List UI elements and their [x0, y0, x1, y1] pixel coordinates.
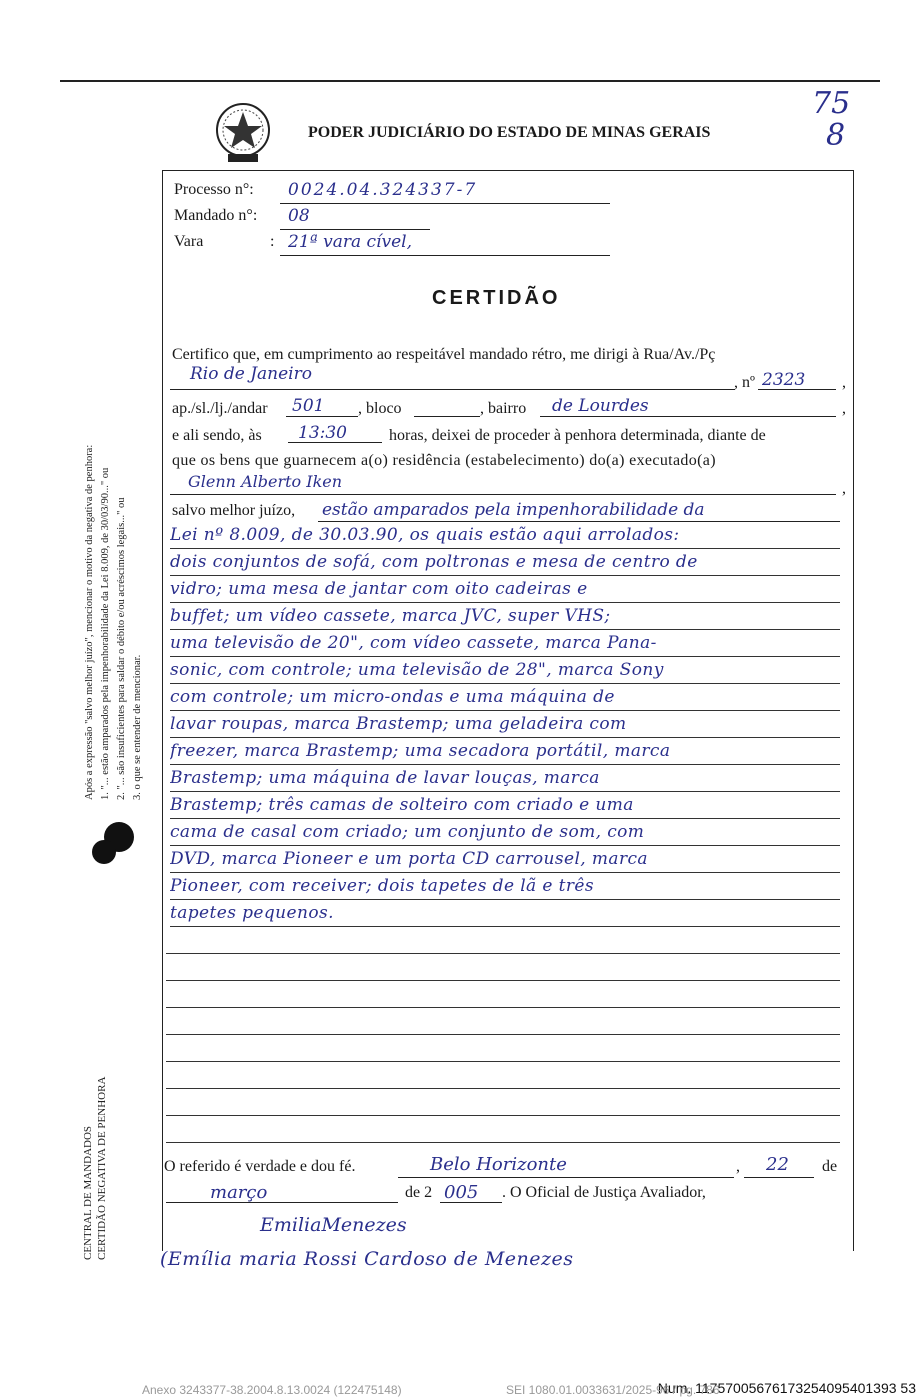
mandado-label: Mandado n°:: [174, 207, 258, 224]
officer-label: . O Oficial de Justiça Avaliador,: [502, 1184, 706, 1201]
side-note-line-2: 1. "... estão amparados pela impenhorabilidade da Lei 8.009, de 30/03/90..." ou: [100, 467, 111, 800]
vara-value: 21ª vara cível,: [288, 232, 412, 252]
side-note-line-3: 2. "... são insuficientes para saldar o débito e/ou acréscimos legais..." ou: [116, 497, 127, 800]
hand-line: uma televisão de 20", com vídeo cassete, marca Pana-: [170, 630, 840, 657]
bairro-line: [540, 416, 836, 417]
day-value: 22: [766, 1154, 789, 1175]
certifico-text: Certifico que, em cumprimento ao respeitável mandado rétro, me dirigi à Rua/Av./Pç: [172, 346, 716, 363]
salvo-continuation: estão amparados pela impenhorabilidade da: [322, 500, 705, 520]
executado-value: Glenn Alberto Iken: [188, 472, 343, 491]
empty-rule: [166, 1088, 840, 1089]
corner-mark-number: 75: [812, 86, 851, 121]
processo-label: Processo n°:: [174, 181, 254, 198]
residence-text: que os bens que guarnecem a(o) residência (estabelecimento) do(a) executado(a): [172, 452, 716, 469]
time-prefix: e ali sendo, às: [172, 427, 262, 444]
number-value: 2323: [762, 370, 806, 390]
hand-line: vidro; uma mesa de jantar com oito cadeiras e: [170, 576, 840, 603]
empty-rule: [166, 1115, 840, 1116]
vara-line: [280, 255, 610, 256]
hand-line: com controle; um micro-ondas e uma máquina de: [170, 684, 840, 711]
number-line: [758, 389, 836, 390]
mandado-value: 08: [288, 206, 310, 226]
ap-line: [286, 416, 358, 417]
hand-line: Pioneer, com receiver; dois tapetes de lã e três: [170, 873, 840, 900]
processo-value: 0024.04.324337-7: [288, 180, 478, 200]
bairro-label: , bairro: [480, 400, 527, 417]
street-line: [170, 389, 735, 390]
doc-title: CERTIDÃO: [432, 287, 561, 309]
side-footer-line-1: CENTRAL DE MANDADOS: [82, 1125, 94, 1260]
top-rule: [60, 80, 880, 82]
hand-line: lavar roupas, marca Brastemp; uma geladeira com: [170, 711, 840, 738]
bairro-value: de Lourdes: [552, 396, 649, 416]
ap-value: 501: [292, 396, 325, 416]
side-note-line-4: 3. o que se entender de mencionar.: [132, 654, 143, 800]
hand-line: DVD, marca Pioneer e um porta CD carrousel, marca: [170, 846, 840, 873]
empty-rule: [166, 953, 840, 954]
signature: EmiliaMenezes: [260, 1214, 407, 1236]
day-line: [744, 1177, 814, 1178]
bloco-label: , bloco: [358, 400, 402, 417]
ap-label: ap./sl./lj./andar: [172, 400, 268, 417]
coat-of-arms-icon: [212, 100, 274, 166]
number-label: , nº: [734, 374, 755, 391]
executado-line: [170, 494, 836, 495]
city-value: Belo Horizonte: [430, 1154, 567, 1175]
time-line: [288, 442, 382, 443]
month-value: março: [210, 1182, 268, 1203]
side-note-line-1: Após a expressão "salvo melhor juízo", mencionar o motivo da negativa de penhora:: [84, 444, 95, 800]
hand-line: cama de casal com criado; um conjunto de som, com: [170, 819, 840, 846]
bairro-comma: ,: [842, 400, 846, 417]
city-line: [398, 1177, 734, 1178]
hand-line: buffet; um vídeo cassete, marca JVC, super VHS;: [170, 603, 840, 630]
hand-line: sonic, com controle; uma televisão de 28", marca Sony: [170, 657, 840, 684]
vara-label: Vara: [174, 233, 204, 250]
processo-line: [280, 203, 610, 204]
punch-hole: [92, 840, 116, 864]
hand-line: dois conjuntos de sofá, com poltronas e mesa de centro de: [170, 549, 840, 576]
salvo-label: salvo melhor juízo,: [172, 502, 296, 519]
empty-rule: [166, 1061, 840, 1062]
year-line: [440, 1202, 502, 1203]
executado-comma: ,: [842, 480, 846, 497]
day-comma: ,: [736, 1158, 740, 1175]
month-line: [166, 1202, 398, 1203]
number-comma: ,: [842, 374, 846, 391]
corner-mark-initial: 8: [826, 118, 846, 153]
street-value: Rio de Janeiro: [190, 364, 312, 384]
bloco-line: [414, 416, 480, 417]
closing-text: O referido é verdade e dou fé.: [164, 1158, 356, 1175]
hand-line: Lei nº 8.009, de 30.03.90, os quais estão aqui arrolados:: [170, 522, 840, 549]
officer-name: (Emília maria Rossi Cardoso de Menezes: [160, 1248, 574, 1270]
hand-line: Brastemp; uma máquina de lavar louças, marca: [170, 765, 840, 792]
time-suffix: horas, deixei de proceder à penhora determinada, diante de: [389, 427, 766, 444]
anexo-footer: Anexo 3243377-38.2004.8.13.0024 (122475148): [142, 1383, 402, 1397]
year-value: 005: [444, 1182, 479, 1203]
mandado-line: [280, 229, 430, 230]
empty-rule: [166, 1034, 840, 1035]
hand-line: tapetes pequenos.: [170, 900, 840, 927]
de-year-prefix: de 2: [405, 1184, 433, 1201]
hand-line: Brastemp; três camas de solteiro com criado e uma: [170, 792, 840, 819]
vara-colon: :: [270, 233, 275, 250]
sei-footer: SEI 1080.01.0033631/2025-96 / pg. 786: [506, 1383, 720, 1397]
header-title: PODER JUDICIÁRIO DO ESTADO DE MINAS GERAIS: [308, 124, 711, 141]
side-footer-line-2: CERTIDÃO NEGATIVA DE PENHORA: [96, 1076, 108, 1260]
document-number: Num. 11757005676173254095401393 53: [657, 1380, 916, 1396]
empty-rule: [166, 980, 840, 981]
empty-rule: [166, 1007, 840, 1008]
time-value: 13:30: [298, 423, 347, 443]
hand-line: freezer, marca Brastemp; uma secadora portátil, marca: [170, 738, 840, 765]
de-label-1: de: [822, 1158, 838, 1175]
empty-rule: [166, 1142, 840, 1143]
